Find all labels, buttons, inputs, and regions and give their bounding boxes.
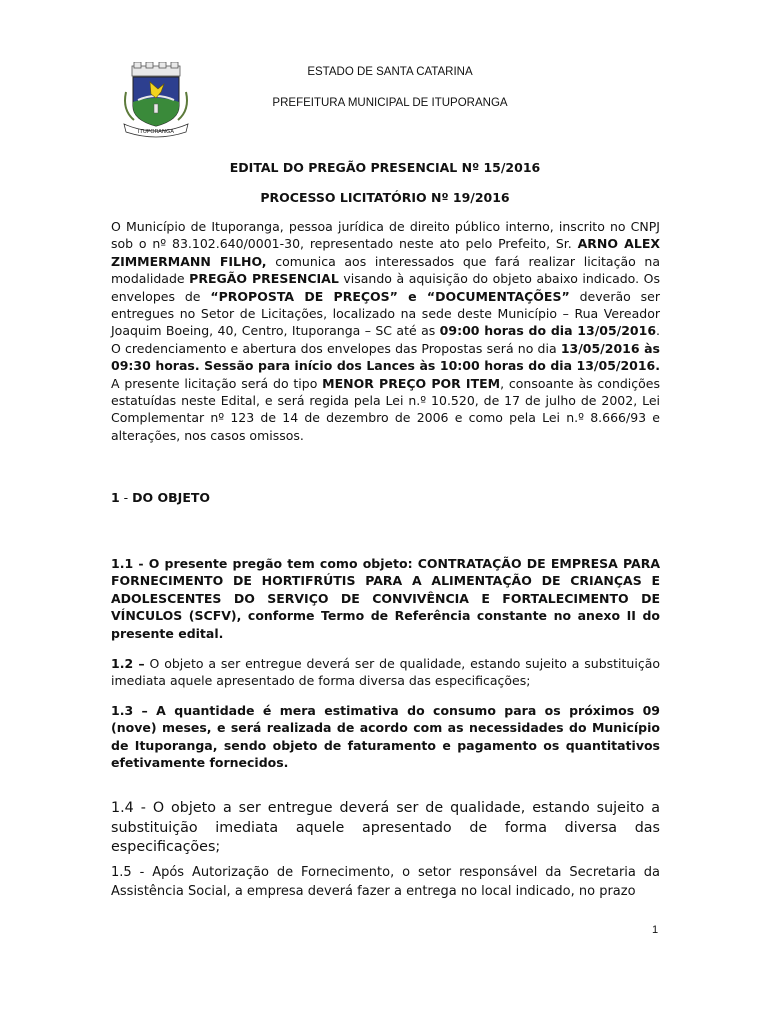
svg-text:ITUPORANGA: ITUPORANGA (137, 129, 175, 135)
process-title: PROCESSO LICITATÓRIO Nº 19/2016 (260, 190, 510, 205)
envelopes-names: “PROPOSTA DE PREÇOS” e “DOCUMENTAÇÕES” (210, 288, 570, 304)
mayor-name: ARNO ALEX ZIMMERMANN FILHO, (111, 236, 660, 269)
opening-schedule: 13/05/2016 às 09:30 horas. Sessão para início dos Lances às 10:00 horas do dia 13/05/2016. (111, 340, 660, 374)
intro-text-1: O Município de Ituporanga, pessoa jurídica de direito público interno, inscrito no CNPJ sob o nº 83.102.640/0001-30, representado neste ato pelo Prefeito, Sr. (111, 219, 660, 252)
header-state: ESTADO DE SANTA CATARINA (307, 66, 473, 78)
deadline: 09:00 horas do dia 13/05/2016 (439, 323, 657, 339)
intro-text-6: A presente licitação será do tipo (111, 375, 323, 391)
section-heading-objeto: 1 - DO OBJETO (111, 490, 211, 505)
modality: PREGÃO PRESENCIAL (189, 271, 339, 287)
item-1-1: 1.1 - O presente pregão tem como objeto: CONTRATAÇÃO DE EMPRESA PARA FORNECIMENTO DE HORTIFRÚTIS PARA A ALIMENTAÇÃO DE CRIANÇAS E ADOLESCENTES DO SERVIÇO DE CONVIVÊNCIA E FORTALECIMENTO DE VÍNCULOS (SCFV), conforme Termo de Referência constante no anexo II do presente edital. (111, 556, 660, 641)
intro-text-7: , consoante às condições estatuídas neste Edital, e será regida pela Lei n.º 10.520, de 17 de julho de 2002, Lei Complementar nº 123 de 14 de dezembro de 2006 e como pela Lei n.º 8.666/93 e alterações, nos casos omissos. (111, 375, 660, 443)
intro-text-4: deverão ser entregues no Setor de Licitações, localizado na sede deste Município – Rua Vereador Joaquim Boeing, 40, Centro, Ituporanga – SC até as (111, 288, 661, 339)
header-municipality: PREFEITURA MUNICIPAL DE ITUPORANGA (272, 97, 508, 109)
edital-title: EDITAL DO PREGÃO PRESENCIAL Nº 15/2016 (229, 160, 541, 175)
bid-type: MENOR PREÇO POR ITEM (322, 375, 501, 391)
intro-text-2: comunica aos interessados que fará realizar licitação na modalidade (111, 253, 660, 287)
intro-text-5: . O credenciamento e abertura dos envelopes das Propostas será no dia (111, 323, 660, 356)
intro-text-3: visando à aquisição do objeto abaixo indicado. Os envelopes de (111, 271, 661, 304)
item-1-5: 1.5 - Após Autorização de Fornecimento, o setor responsável da Secretaria da Assistência Social, a empresa deverá fazer a entrega no local indicado, no prazo (111, 865, 660, 899)
page-number: 1 (652, 924, 659, 936)
municipal-crest-logo (120, 62, 192, 138)
item-1-4: 1.4 - O objeto a ser entregue deverá ser de qualidade, estando sujeito a substituição imediata aquele apresentado de forma diversa das especificações; (111, 800, 660, 855)
item-1-3: 1.3 – A quantidade é mera estimativa do consumo para os próximos 09 (nove) meses, e será realizada de acordo com as necessidades do Município de Ituporanga, sendo objeto de faturamento e pagamento os quantitativos efetivamente fornecidos. (111, 703, 660, 771)
item-1-2: 1.2 – O objeto a ser entregue deverá ser de qualidade, estando sujeito a substituição imediata aquele apresentado de forma diversa das especificações; (111, 656, 660, 689)
intro-paragraph (111, 218, 660, 444)
